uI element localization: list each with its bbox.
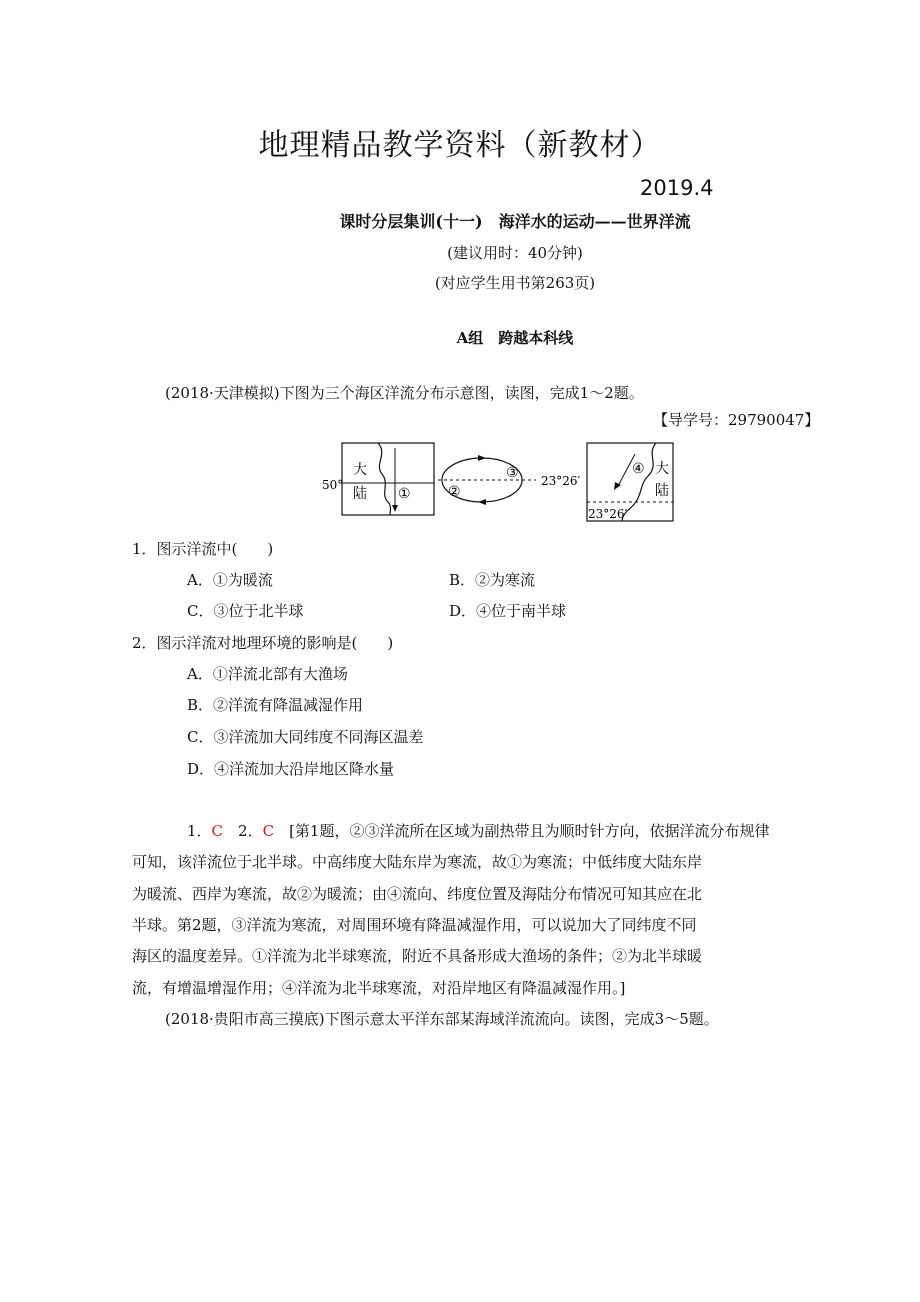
question-1-stem: 1．图示洋流中( ) xyxy=(132,540,274,558)
question-1-option: A．①为暖流 xyxy=(187,571,273,589)
map-1-coastline xyxy=(378,443,391,515)
intro-q3-5: (2018·贵阳市高三摸底)下图示意太平洋东部某海域洋流流向。读图，完成3～5题。 xyxy=(165,1010,719,1028)
answer-explanation: [第1题，②③洋流所在区域为副热带且为顺时针方向，依据洋流分布规律 xyxy=(274,822,770,840)
answer-line-1 xyxy=(187,816,769,847)
answer-number: 1． xyxy=(187,822,212,840)
map-1-land-label: 大 xyxy=(353,462,367,478)
page-reference: (对应学生用书第263页) xyxy=(434,274,596,292)
answer-choice-1: C xyxy=(211,822,224,840)
question-2-stem: 2．图示洋流对地理环境的影响是( ) xyxy=(132,634,394,652)
map-2-arrow-west xyxy=(478,499,486,505)
answer-explanation: 可知，该洋流位于北半球。中高纬度大陆东岸为寒流，故①为寒流；中低纬度大陆东岸 xyxy=(132,853,703,871)
map-2-current-mark-west: ② xyxy=(448,484,461,500)
map-1-current-mark: ① xyxy=(398,486,411,502)
group-heading: A组 跨越本科线 xyxy=(456,329,574,347)
answer-choice-2: C xyxy=(262,822,275,840)
answer-explanation: 海区的温度差异。①洋流为北半球寒流，附近不具备形成大渔场的条件；②为北半球暖 xyxy=(132,947,703,965)
guide-number: 【导学号：29790047】 xyxy=(653,411,820,429)
doc-date: 2019.4 xyxy=(640,176,714,200)
map-3-land-label: 大 xyxy=(655,461,669,477)
map-1-land-label: 陆 xyxy=(353,486,367,502)
page-title: 课时分层集训(十一) 海洋水的运动——世界洋流 xyxy=(339,212,691,231)
map-2-arrow-east xyxy=(478,455,486,461)
map-3 xyxy=(587,443,673,521)
question-2-option: A．①洋流北部有大渔场 xyxy=(187,665,348,683)
map-1-arrowhead xyxy=(392,505,398,512)
question-1-option: C．③位于北半球 xyxy=(187,602,304,620)
intro-q1-2: (2018·天津模拟)下图为三个海区洋流分布示意图，读图，完成1～2题。 xyxy=(165,384,644,402)
map-1-frame xyxy=(342,443,434,515)
answer-explanation: 半球。第2题，③洋流为寒流，对周围环境有降温减湿作用，可以说加大了同纬度不同 xyxy=(132,916,697,934)
doc-banner: 地理精品教学资料（新教材） xyxy=(258,128,662,163)
question-2-option: C．③洋流加大同纬度不同海区温差 xyxy=(187,728,424,746)
time-hint: (建议用时：40分钟) xyxy=(447,244,583,262)
answer-explanation: 流，有增温增湿作用；④洋流为北半球寒流，对沿岸地区有降温减湿作用。] xyxy=(132,979,626,997)
map-2-current-mark-east: ③ xyxy=(506,465,519,481)
answer-explanation: 为暖流、西岸为寒流，故②为暖流；由④流向、纬度位置及海陆分布情况可知其应在北 xyxy=(132,885,703,903)
question-2-option: D．④洋流加大沿岸地区降水量 xyxy=(187,760,395,778)
map-2-latitude-label: 23°26′ xyxy=(541,474,581,488)
question-1-option: B．②为寒流 xyxy=(449,571,536,589)
map-3-latitude-label: 23°26′ xyxy=(588,507,628,521)
map-3-land-label: 陆 xyxy=(655,483,669,499)
map-2 xyxy=(438,455,581,505)
map-1 xyxy=(322,443,434,515)
question-1-option: D．④位于南半球 xyxy=(449,602,567,620)
map-3-current-mark: ④ xyxy=(632,461,645,477)
answer-number: 2． xyxy=(223,822,263,840)
ocean-current-figure xyxy=(322,440,682,524)
question-2-option: B．②洋流有降温减湿作用 xyxy=(187,696,364,714)
map-1-latitude-label: 50° xyxy=(322,478,344,492)
